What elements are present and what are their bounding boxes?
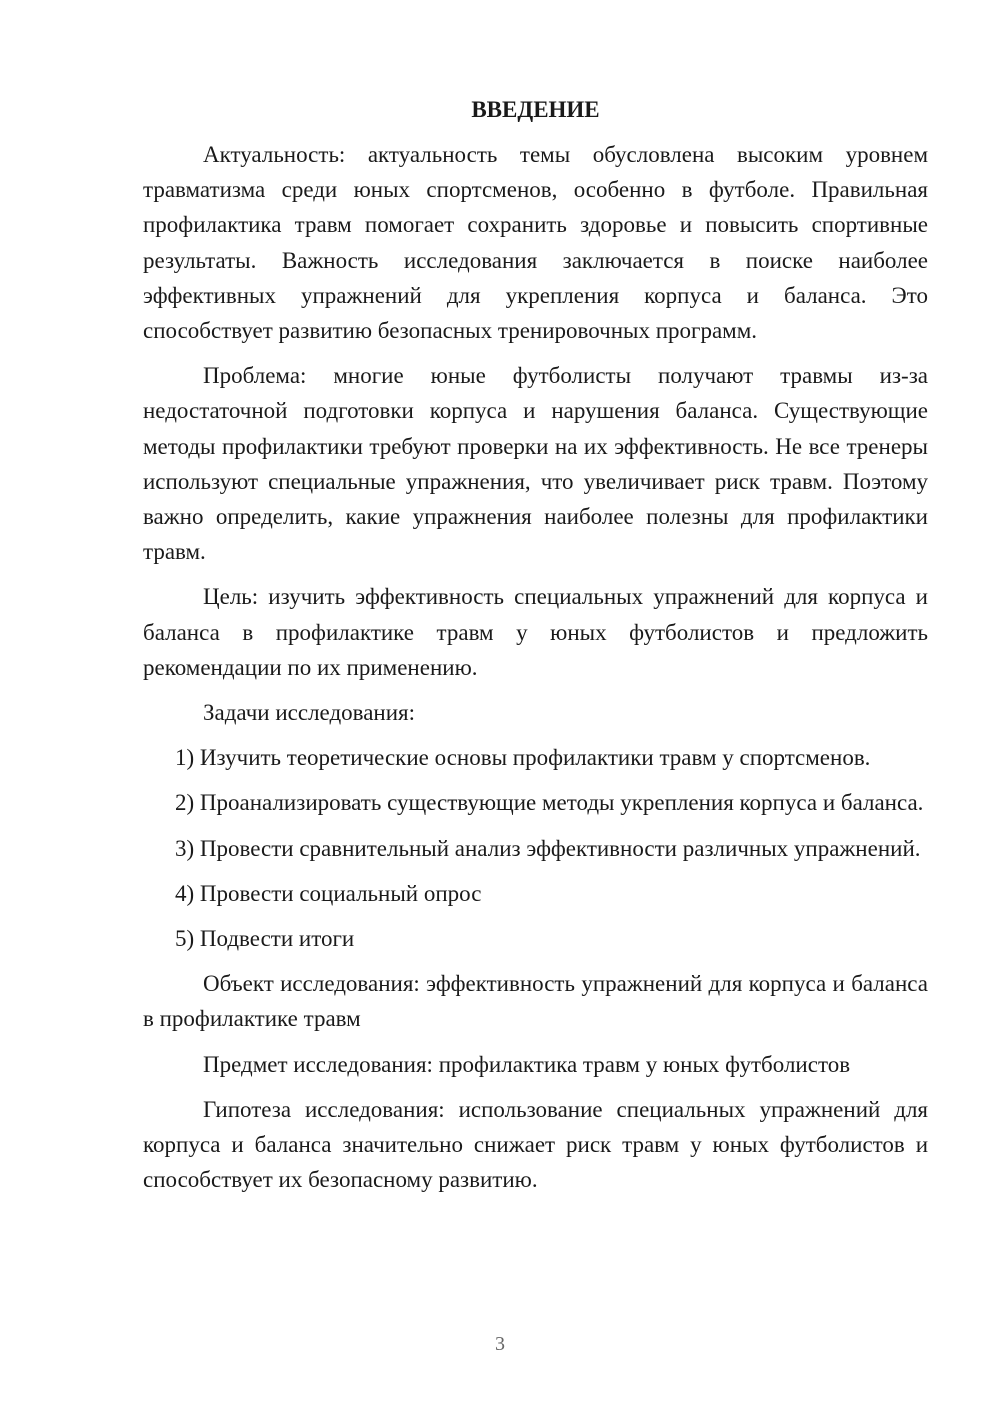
page-number: 3 [495,1333,505,1355]
task-item: 5) Подвести итоги [175,926,355,952]
task-item: 3) Провести сравнительный анализ эффективности различных упражнений. [175,835,921,861]
relevance-paragraph: Актуальность: актуальность темы обусловлена высоким уровнем травматизма среди юных спортсменов, особенно в футболе. Правильная профилактика травм помогает сохранить здоровье и повысить спортивные результаты. Важность исследования заключается в поиске наиболее эффективных упражнений для укрепления корпуса и баланса. Это способствует развитию безопасных тренировочных программ. [143,142,928,344]
goal-paragraph: Цель: изучить эффективность специальных упражнений для корпуса и баланса в профилактике травм у юных футболистов и предложить рекомендации по их применению. [143,584,928,680]
subject-paragraph: Предмет исследования: профилактика травм у юных футболистов [203,1051,851,1077]
document-page [143,92,928,1197]
object-paragraph: Объект исследования: эффективность упражнений для корпуса и баланса в профилактике травм [143,971,928,1032]
problem-paragraph: Проблема: многие юные футболисты получают травмы из-за недостаточной подготовки корпуса и нарушения баланса. Существующие методы профилактики требуют проверки на их эффективность. Не все тренеры используют специальные упражнения, что увеличивает риск травм. Поэтому важно определить, какие упражнения наиболее полезны для профилактики травм. [143,363,928,565]
section-title: ВВЕДЕНИЕ [471,97,600,122]
task-item: 4) Провести социальный опрос [175,880,482,906]
task-item: 1) Изучить теоретические основы профилактики травм у спортсменов. [175,745,871,771]
tasks-heading: Задачи исследования: [203,700,416,726]
hypothesis-paragraph: Гипотеза исследования: использование специальных упражнений для корпуса и баланса значительно снижает риск травм у юных футболистов и способствует их безопасному развитию. [143,1096,928,1193]
task-item: 2) Проанализировать существующие методы укрепления корпуса и баланса. [175,790,924,816]
